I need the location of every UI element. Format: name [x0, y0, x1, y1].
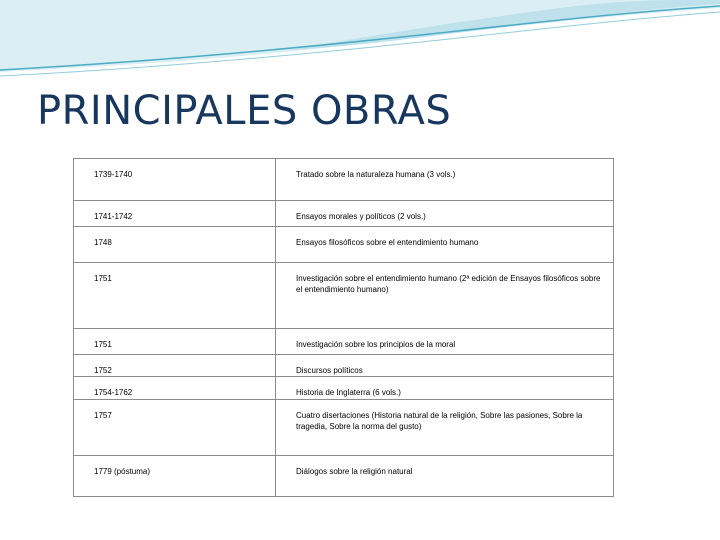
work-title-cell: Ensayos filosóficos sobre el entendimiento humano: [276, 227, 614, 263]
header-wave-decoration: [0, 0, 720, 80]
table-row: [74, 263, 614, 329]
year-cell: 1779 (póstuma): [74, 456, 276, 497]
year-cell: 1748: [74, 227, 276, 263]
year-cell: 1751: [74, 329, 276, 355]
work-title-cell: Investigación sobre el entendimiento humano (2ª edición de Ensayos filosóficos sobre el entendimiento humano): [276, 263, 614, 329]
work-title-cell: Historia de Inglaterra (6 vols.): [276, 377, 614, 400]
table-row: [74, 400, 614, 456]
slide-title: PRINCIPALES OBRAS: [37, 88, 452, 134]
works-table: [73, 158, 614, 497]
work-title-cell: Diálogos sobre la religión natural: [276, 456, 614, 497]
table-row: [74, 329, 614, 355]
work-title-cell: Ensayos morales y políticos (2 vols.): [276, 201, 614, 227]
table-row: [74, 456, 614, 497]
table-row: [74, 201, 614, 227]
table-row: [74, 377, 614, 400]
work-title-cell: Discursos políticos: [276, 355, 614, 377]
year-cell: 1741-1742: [74, 201, 276, 227]
year-cell: 1754-1762: [74, 377, 276, 400]
year-cell: 1739-1740: [74, 159, 276, 201]
year-cell: 1757: [74, 400, 276, 456]
work-title-cell: Tratado sobre la naturaleza humana (3 vols.): [276, 159, 614, 201]
work-title-cell: Investigación sobre los principios de la moral: [276, 329, 614, 355]
year-cell: 1751: [74, 263, 276, 329]
work-title-cell: Cuatro disertaciones (Historia natural de la religión, Sobre las pasiones, Sobre la tragedia, Sobre la norma del gusto): [276, 400, 614, 456]
table-row: [74, 159, 614, 201]
table-row: [74, 227, 614, 263]
table-row: [74, 355, 614, 377]
year-cell: 1752: [74, 355, 276, 377]
